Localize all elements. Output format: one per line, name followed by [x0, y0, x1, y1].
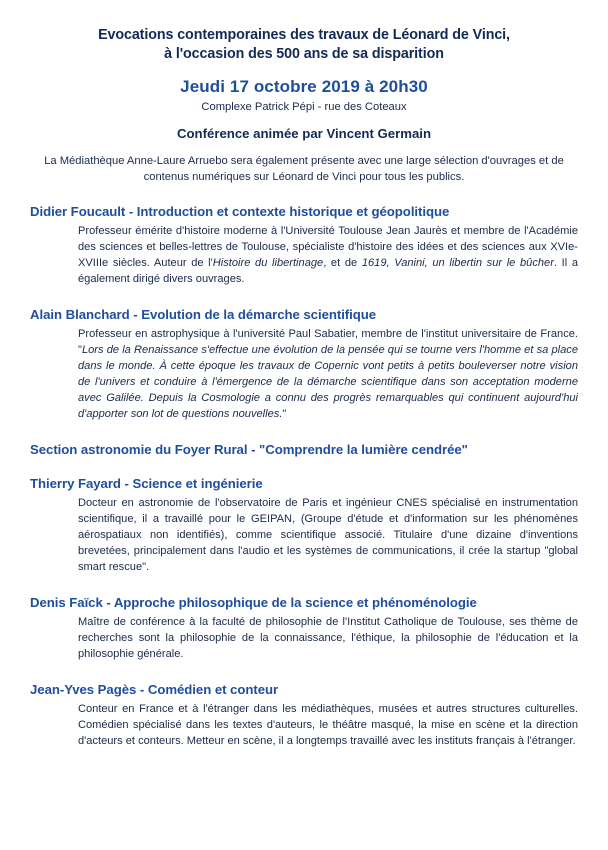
bio-text-part-2: " — [282, 407, 287, 420]
bio-text-part-2: , et de — [323, 257, 362, 270]
speaker-section-foucault — [30, 204, 578, 288]
speaker-bio: Conteur en France et à l'étranger dans les médiathèques, musées et autres structures culturelles. Comédien spécialisé dans les textes d'auteurs, le théâtre masqué, la mise en scène et la direction d'acteurs et conteurs. Metteur en scène, il a longtemps travaillé avec les instituts français à l'étranger. — [78, 702, 578, 747]
section-heading: Section astronomie du Foyer Rural - "Comprendre la lumière cendrée" — [30, 441, 468, 457]
bio-text-part-1: Professeur en astrophysique à l'université Paul Sabatier, membre de l'institut universitaire de France. " — [78, 328, 578, 357]
speaker-bio — [30, 224, 578, 288]
speaker-section-blanchard — [30, 307, 578, 423]
event-intro: La Médiathèque Anne-Laure Arruebo sera également présente avec une large sélection d'ouvrages et de contenus numériques sur Léonard de Vinci pour tous les publics. — [44, 154, 564, 183]
event-date: Jeudi 17 octobre 2019 à 20h30 — [180, 76, 428, 96]
speaker-heading: Denis Faïck - Approche philosophique de la science et phénoménologie — [30, 594, 477, 610]
bio-text-part-3: . Il a également dirigé divers ouvrages. — [78, 257, 579, 286]
speaker-section-fayard — [30, 476, 578, 576]
speaker-heading: Alain Blanchard - Evolution de la démarche scientifique — [30, 307, 377, 323]
event-host: Conférence animée par Vincent Germain — [176, 125, 432, 141]
speaker-bio — [30, 327, 578, 423]
left-margin-bar — [0, 0, 7, 850]
speaker-heading: Jean-Yves Pagès - Comédien et conteur — [30, 681, 279, 697]
page-title-line-2: à l'occasion des 500 ans de sa disparition — [164, 45, 444, 62]
bio-quote: Lors de la Renaissance s'effectue une évolution de la pensée qui se tourne vers l'homme et sa place dans le monde. À cette époque les travaux de Copernic vont petits à petits bouleverser notre vision de l'univers et conduire à l'émergence de la démarche scientifique dans son acceptation moderne avec Galilée. Depuis la Cosmologie a connu des progrès remarquables qui continuent aujourd'hui d'apporter son lot de questions nouvelles. — [78, 344, 578, 420]
event-place: Complexe Patrick Pépi - rue des Coteaux — [201, 100, 407, 113]
bio-italic-title-1: Histoire du libertinage — [212, 257, 324, 270]
bio-italic-title-2: 1619, Vanini, un libertin sur le bûcher — [361, 257, 554, 270]
speaker-heading: Didier Foucault - Introduction et contexte historique et géopolitique — [30, 204, 450, 220]
section-astronomie-foyer-rural — [30, 442, 578, 457]
speaker-bio: Docteur en astronomie de l'observatoire de Paris et ingénieur CNES spécialisé en instrumentation scientifique, il a travaillé pour le GEIPAN, (Groupe d'étude et d'information sur les phénomènes aérospatiaux non identifiés), comme scientifique associé. Titulaire d'une dizaine d'inventions brevetées, principalement dans l'audio et les systèmes de communications, il crée la startup "global smart rescue". — [78, 496, 578, 573]
page-title-line-1: Evocations contemporaines des travaux de Léonard de Vinci, — [98, 27, 510, 43]
bio-text-part-1: Professeur émérite d'histoire moderne à l'Université Toulouse Jean Jaurès et membre de l'Académie des sciences et belles-lettres de Toulouse, spécialiste d'histoire des idées et des sciences aux XVIe-XVIIIe siècles. Auteur de l' — [78, 225, 578, 270]
page-title — [30, 26, 578, 64]
speaker-section-pages — [30, 682, 578, 750]
speaker-section-faick — [30, 595, 578, 663]
speaker-bio: Maître de conférence à la faculté de philosophie de l'Institut Catholique de Toulouse, ses thème de recherches sont la philosophie de la connaissance, l'éthique, la philosophie de l'éducation et la philosophie générale. — [78, 615, 578, 660]
speaker-heading: Thierry Fayard - Science et ingénierie — [30, 475, 263, 491]
